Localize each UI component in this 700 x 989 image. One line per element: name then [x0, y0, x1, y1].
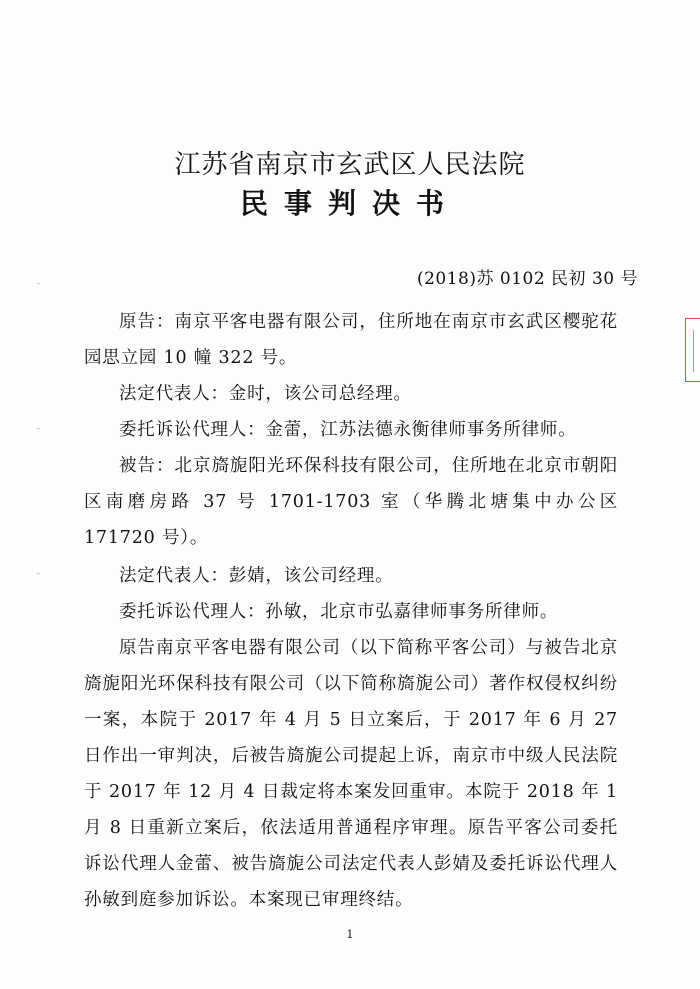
page-number: 1: [346, 928, 354, 941]
margin-dot-mark: ⁃: [36, 425, 41, 435]
case-number: (2018)苏 0102 民初 30 号: [416, 269, 638, 289]
case-background-paragraph: 原告南京平客电器有限公司（以下简称平客公司）与被告北京旖旎阳光环保科技有限公司（以下简称旖旎公司）著作权侵权纠纷一案，本院于 2017 年 4 月 5 日立案后，于 2017 年 6 月 27 日作出一审判决，后被告旖旎公司提起上诉，南京市中级人民法院于 2017 年 12 月 4 日裁定将本案发回重审。本院于 2018 年 1 月 8 日重新立案后，依法适用普通程序审理。原告平客公司委托诉讼代理人金蕾、被告旖旎公司法定代表人彭婧及委托诉讼代理人孙敏到庭参加诉讼。本案现已审理终结。: [84, 638, 618, 910]
plaintiff-paragraph: 原告：南京平客电器有限公司，住所地在南京市玄武区樱驼花园思立园 10 幢 322 号。: [84, 312, 618, 368]
margin-dot-mark: ⁃: [36, 280, 41, 290]
plaintiff-agent-paragraph: 委托诉讼代理人：金蕾，江苏法德永衡律师事务所律师。: [119, 420, 577, 440]
edge-stamp-mark-inner: [693, 330, 700, 372]
defendant-paragraph: 被告：北京旖旎阳光环保科技有限公司，住所地在北京市朝阳区南磨房路 37 号 1701-1703 室（华腾北塘集中办公区 171720 号）。: [84, 456, 618, 548]
document-type-title: 民事判决书: [239, 187, 460, 220]
plaintiff-legal-rep-paragraph: 法定代表人：金时，该公司总经理。: [119, 384, 412, 404]
court-name: 江苏省南京市玄武区人民法院: [174, 150, 526, 180]
defendant-legal-rep-paragraph: 法定代表人：彭婧，该公司经理。: [119, 566, 394, 586]
defendant-agent-paragraph: 委托诉讼代理人：孙敏，北京市弘嘉律师事务所律师。: [119, 602, 559, 622]
margin-dot-mark: ⁃: [36, 570, 41, 580]
